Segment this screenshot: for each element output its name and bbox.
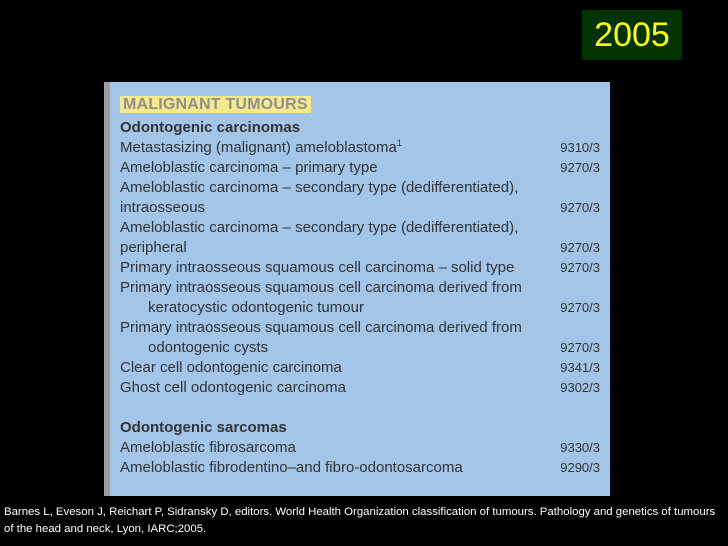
icd-o-code: 9341/3 bbox=[560, 360, 600, 375]
row-label: Odontogenic carcinomas bbox=[120, 119, 301, 136]
year-badge: 2005 bbox=[582, 10, 682, 60]
row-label: keratocystic odontogenic tumour bbox=[148, 299, 364, 316]
row-label: Metastasizing (malignant) ameloblastoma$^1$ bbox=[120, 138, 402, 156]
icd-o-code: 9270/3 bbox=[560, 300, 600, 315]
footnote-marker: 1 bbox=[396, 138, 402, 148]
table-row bbox=[120, 258, 608, 278]
row-label: Ghost cell odontogenic carcinoma bbox=[120, 379, 346, 396]
section-heading: MALIGNANT TUMOURS bbox=[120, 96, 311, 113]
group-heading bbox=[120, 418, 608, 438]
table-row bbox=[120, 438, 608, 458]
table-row bbox=[120, 158, 608, 178]
row-label: peripheral bbox=[120, 239, 187, 256]
row-label: Primary intraosseous squamous cell carcinoma derived from bbox=[120, 279, 522, 296]
table-row bbox=[120, 358, 608, 378]
row-label: Ameloblastic carcinoma – secondary type (dedifferentiated), bbox=[120, 219, 519, 236]
icd-o-code: 9270/3 bbox=[560, 260, 600, 275]
row-label: Ameloblastic carcinoma – primary type bbox=[120, 159, 378, 176]
row-label: Odontogenic sarcomas bbox=[120, 419, 287, 436]
table-row bbox=[120, 138, 608, 158]
table-row bbox=[120, 378, 608, 398]
table-row bbox=[120, 218, 608, 238]
table-row bbox=[120, 338, 608, 358]
row-label: Primary intraosseous squamous cell carcinoma derived from bbox=[120, 319, 522, 336]
icd-o-code: 9270/3 bbox=[560, 160, 600, 175]
icd-o-code: 9290/3 bbox=[560, 460, 600, 475]
table-row bbox=[120, 318, 608, 338]
classification-table bbox=[104, 82, 610, 496]
table-row bbox=[120, 278, 608, 298]
icd-o-code: 9310/3 bbox=[560, 140, 600, 155]
row-label: Ameloblastic fibrosarcoma bbox=[120, 439, 296, 456]
table-row bbox=[120, 198, 608, 218]
table-row bbox=[120, 458, 608, 478]
table-row bbox=[120, 178, 608, 198]
row-label: odontogenic cysts bbox=[148, 339, 269, 356]
row-label: Clear cell odontogenic carcinoma bbox=[120, 359, 342, 376]
icd-o-code: 9270/3 bbox=[560, 340, 600, 355]
icd-o-code: 9330/3 bbox=[560, 440, 600, 455]
table-row bbox=[120, 238, 608, 258]
icd-o-code: 9270/3 bbox=[560, 240, 600, 255]
row-label: Ameloblastic carcinoma – secondary type (dedifferentiated), bbox=[120, 179, 519, 196]
icd-o-code: 9302/3 bbox=[560, 380, 600, 395]
table-row bbox=[120, 298, 608, 318]
citation-text: Barnes L, Eveson J, Reichart P, Sidransky D, editors. World Health Organization classification of tumours. Pathology and genetics of tumours of the head and neck, Lyon, IARC;2005. bbox=[4, 506, 716, 535]
row-label: Primary intraosseous squamous cell carcinoma – solid type bbox=[120, 259, 515, 276]
icd-o-code: 9270/3 bbox=[560, 200, 600, 215]
row-label: intraosseous bbox=[120, 199, 206, 216]
row-label: Ameloblastic fibrodentino–and fibro-odontosarcoma bbox=[120, 459, 463, 476]
group-heading bbox=[120, 118, 608, 138]
